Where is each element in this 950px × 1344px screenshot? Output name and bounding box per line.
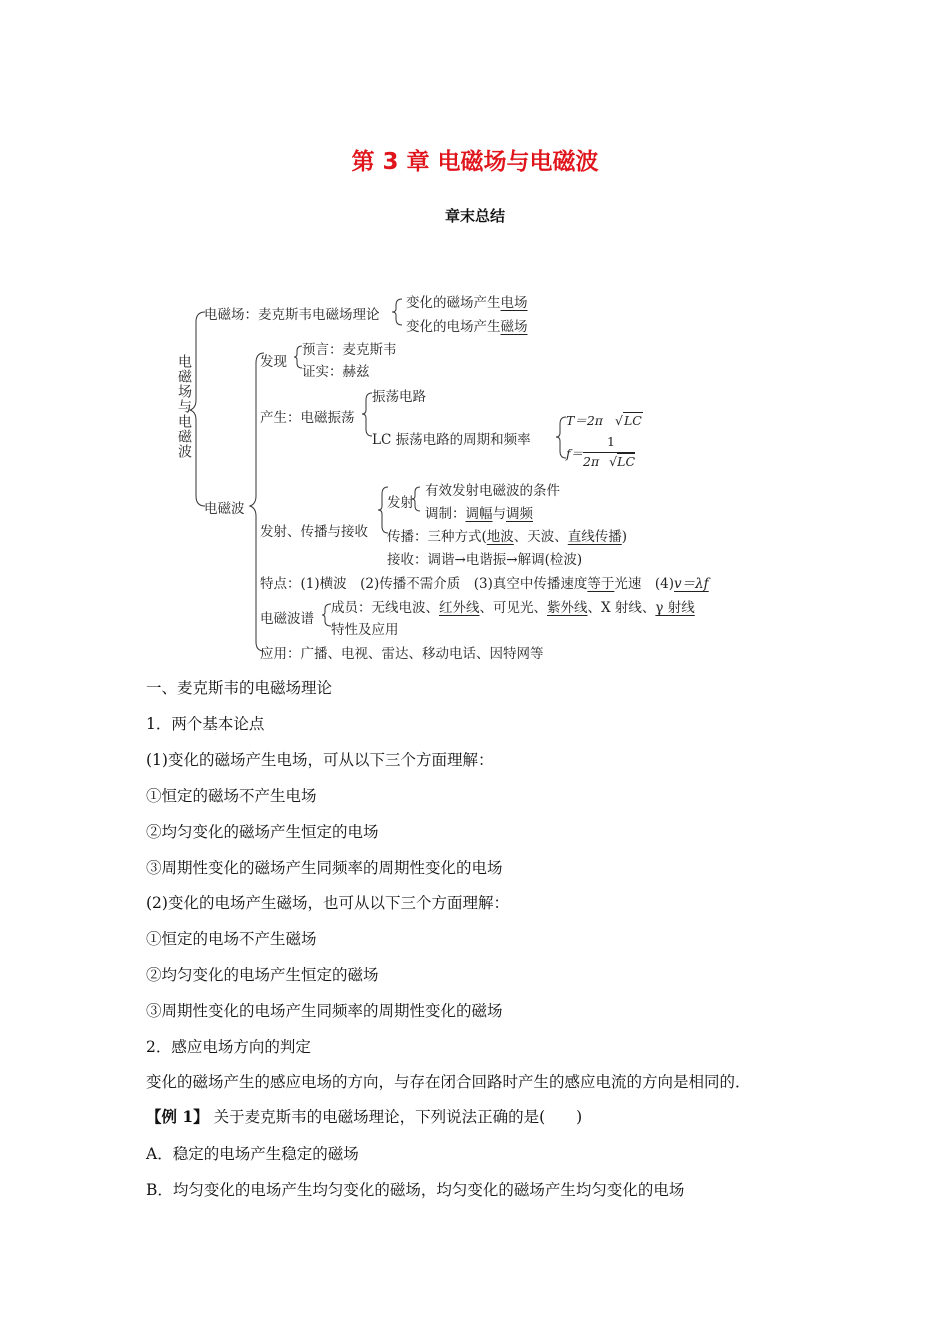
propagation: 传播：三种方式(地波、天波、直线传播) (387, 529, 628, 545)
example-tag: 【例 1】 (146, 1107, 209, 1126)
spectrum-label: 电磁波谱 (260, 611, 314, 627)
spectrum-properties: 特性及应用 (331, 622, 399, 638)
emit-condition: 有效发射电磁波的条件 (425, 483, 560, 499)
oscillation-circuit: 振荡电路 (372, 389, 426, 405)
subpoint-1-item-3: ③周期性变化的磁场产生同频率的周期性变化的电场 (146, 859, 503, 877)
field-label: 电磁场：麦克斯韦电磁场理论 (204, 307, 380, 323)
emit-label: 发射 (387, 495, 414, 511)
chapter-title: 第 3 章 电磁场与电磁波 (351, 149, 599, 175)
applications: 应用：广播、电视、雷达、移动电话、因特网等 (260, 646, 544, 662)
frequency-numerator: 1 (607, 434, 615, 449)
reception: 接收：调谐→电谐振→解调(检波) (387, 552, 583, 568)
option-a: A．稳定的电场产生稳定的磁场 (146, 1145, 359, 1163)
subpoint-2-item-1: ①恒定的电场不产生磁场 (146, 930, 317, 948)
subpoint-2-item-2: ②均匀变化的电场产生恒定的磁场 (146, 966, 379, 984)
frequency-formula-lhs: f＝ (566, 446, 584, 461)
discovery-item-2: 证实：赫兹 (302, 364, 370, 380)
frequency-denominator: 2π √LC (583, 454, 636, 469)
spectrum-members: 成员：无线电波、红外线、可见光、紫外线、X 射线、γ 射线 (331, 600, 695, 616)
option-b: B．均匀变化的电场产生均匀变化的磁场，均匀变化的磁场产生均匀变化的电场 (146, 1181, 685, 1199)
example-question-text: 关于麦克斯韦的电磁场理论，下列说法正确的是( ) (208, 1108, 583, 1126)
point-heading-1: 1．两个基本论点 (146, 715, 265, 733)
section-heading: 一、麦克斯韦的电磁场理论 (146, 679, 333, 697)
field-item-1: 变化的磁场产生电场 (406, 295, 528, 311)
wave-label: 电磁波 (204, 501, 245, 517)
chapter-subtitle: 章末总结 (444, 207, 505, 225)
discovery-item-1: 预言：麦克斯韦 (302, 342, 397, 358)
point-heading-2: 2．感应电场方向的判定 (146, 1038, 311, 1056)
period-formula: T＝2π √LC (566, 413, 642, 428)
transmission-label: 发射、传播与接收 (260, 524, 368, 540)
example-question (146, 1105, 582, 1127)
map-root: 电磁场与电磁波 (176, 354, 192, 459)
subpoint-1: (1)变化的磁场产生电场，可从以下三个方面理解： (146, 751, 494, 769)
modulation: 调制：调幅与调频 (425, 506, 533, 522)
discovery-label: 发现 (260, 354, 287, 370)
field-item-2: 变化的电场产生磁场 (406, 319, 528, 335)
subpoint-1-item-2: ②均匀变化的磁场产生恒定的电场 (146, 823, 379, 841)
features: 特点：(1)横波 (2)传播不需介质 (3)真空中传播速度等于光速 (4)v＝λf (260, 576, 709, 592)
subpoint-1-item-1: ①恒定的磁场不产生电场 (146, 787, 317, 805)
point-2-text: 变化的磁场产生的感应电场的方向，与存在闭合回路时产生的感应电流的方向是相同的． (146, 1073, 751, 1091)
production-label: 产生：电磁振荡 (260, 410, 355, 426)
subpoint-2: (2)变化的电场产生磁场，也可从以下三个方面理解： (146, 894, 509, 912)
period-frequency-label: LC 振荡电路的周期和频率 (372, 432, 531, 448)
subpoint-2-item-3: ③周期性变化的电场产生同频率的周期性变化的磁场 (146, 1002, 503, 1020)
